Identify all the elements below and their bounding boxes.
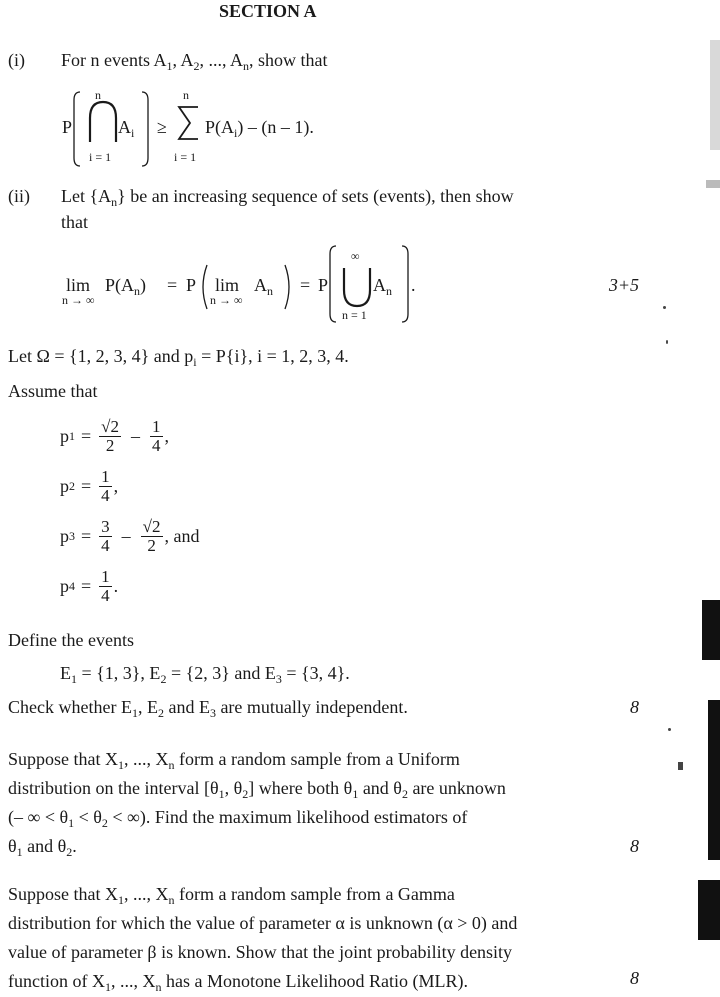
omega-definition: Let Ω = {1, 2, 3, 4} and $p_i = P\{i\}$, i = 1, 2, 3, 4. (8, 346, 349, 369)
lim-1-sub: n → ∞ (62, 293, 95, 307)
equals-2: = (300, 275, 311, 295)
union-lower-limit: n = 1 (342, 308, 367, 322)
part-i-label: (i) (8, 50, 25, 70)
q3-line-1: Suppose that $X_1$, ..., $X_n$ form a random sample from a Uniform (8, 749, 460, 772)
p1-equation: p 1 = $\frac{√2}{2}$ – $\frac{1}{4}$ , (60, 417, 169, 455)
q4-line-3: value of parameter β is known. Show that the joint probability density (8, 942, 513, 962)
part-ii-label: (ii) (8, 186, 30, 206)
p1-frac-2: $\frac{1}{4}$ (152, 417, 161, 455)
lim-1: lim (66, 275, 91, 295)
q4-line-4: function of $X_1$, ..., $X_n$ has a Monotone Likelihood Ratio (MLR). (8, 971, 468, 994)
lim-pa: $P(A_n)$ (105, 275, 147, 298)
summation-sign (176, 103, 202, 143)
part-ii-statement (61, 186, 606, 207)
scan-edge-black-3 (698, 880, 720, 940)
scan-edge-shadow-top (710, 40, 720, 150)
lim-2-sub: n → ∞ (210, 293, 243, 307)
formula-p-2: P (186, 275, 197, 295)
p3-equation: p 3 = $\frac{3}{4}$ – $\frac{√2}{2}$ , and (60, 517, 200, 555)
intersection-term: $A_i$ (118, 117, 135, 140)
q4-paragraph (8, 880, 608, 996)
assume-text: Assume that (8, 381, 98, 401)
union-upper-limit: ∞ (351, 249, 360, 263)
q3-marks: 8 (630, 836, 639, 856)
define-text: Define the events (8, 630, 134, 650)
p4-frac: $\frac{1}{4}$ (101, 567, 110, 605)
union-term: $A_n$ (373, 275, 392, 298)
bracket-and-intersection (72, 88, 152, 170)
sum-lower-limit: i = 1 (174, 150, 197, 164)
geq-sign: ≥ (157, 117, 167, 137)
q3-line-4: $\theta_1$ and $\theta_2$. (8, 836, 77, 859)
p3-frac-1: $\frac{3}{4}$ (101, 517, 110, 555)
part-ii-line-1: Let $\{A_n\}$ be an increasing sequence of sets (events), then show (61, 186, 514, 209)
scan-edge-black-2 (708, 700, 720, 860)
equals-1: = (167, 275, 178, 295)
formula-p-3: P (318, 275, 329, 295)
sum-upper-limit: n (183, 88, 189, 102)
q1-marks: 3+5 (608, 275, 639, 295)
lim-2: lim (215, 275, 240, 295)
intersection-upper-limit: n (95, 88, 101, 102)
q4-line-1: Suppose that $X_1$, ..., $X_n$ form a random sample from a Gamma (8, 884, 455, 907)
section-title: SECTION A (219, 1, 317, 21)
q3-paragraph (8, 745, 608, 861)
intersection-lower-limit: i = 1 (89, 150, 112, 164)
scan-edge-black-1 (702, 600, 720, 660)
q4-marks: 8 (630, 968, 639, 988)
check-independence: Check whether $E_1$, $E_2$ and $E_3$ are mutually independent. (8, 697, 408, 720)
q2-marks: 8 (630, 697, 639, 717)
q3-line-3: (– ∞ < $\theta_1 < \theta_2$ < ∞). Find the maximum likelihood estimators of (8, 807, 468, 830)
p2-frac: $\frac{1}{4}$ (101, 467, 110, 505)
q4-line-2: distribution for which the value of parameter α is unknown (α > 0) and (8, 913, 518, 933)
scan-speck (678, 762, 683, 770)
scan-edge-mark (706, 180, 720, 188)
p1-frac-1: $\frac{√2}{2}$ (101, 417, 119, 455)
p4-equation: p 4 = $\frac{1}{4}$ . (60, 567, 119, 605)
sum-term: $P(A_i) - (n - 1)$. (205, 117, 314, 140)
bracket-and-union (328, 242, 412, 326)
p3-frac-2: $\frac{√2}{2}$ (142, 517, 161, 555)
formula-p: P (62, 117, 73, 137)
scan-speck (663, 306, 666, 309)
p2-equation: p 2 = $\frac{1}{4}$ , (60, 467, 119, 505)
scan-speck (668, 728, 671, 731)
part-ii-line-2: that (61, 212, 88, 232)
q3-line-2: distribution on the interval [$\theta_1$, $\theta_2$] where both $\theta_1$ and $\theta_2$ are unknown (8, 778, 506, 801)
formula-period: . (411, 275, 416, 295)
scan-speck (666, 340, 668, 344)
part-i-statement: For n events $A_1$, $A_2$, ..., $A_n$, show that (61, 50, 328, 73)
events-definition: $E_1 = \{1$, 3}, $E_2 = \{2$, 3} and $E_3 = \{3$, 4}. (60, 663, 350, 686)
lim-a: $A_n$ (254, 275, 273, 298)
